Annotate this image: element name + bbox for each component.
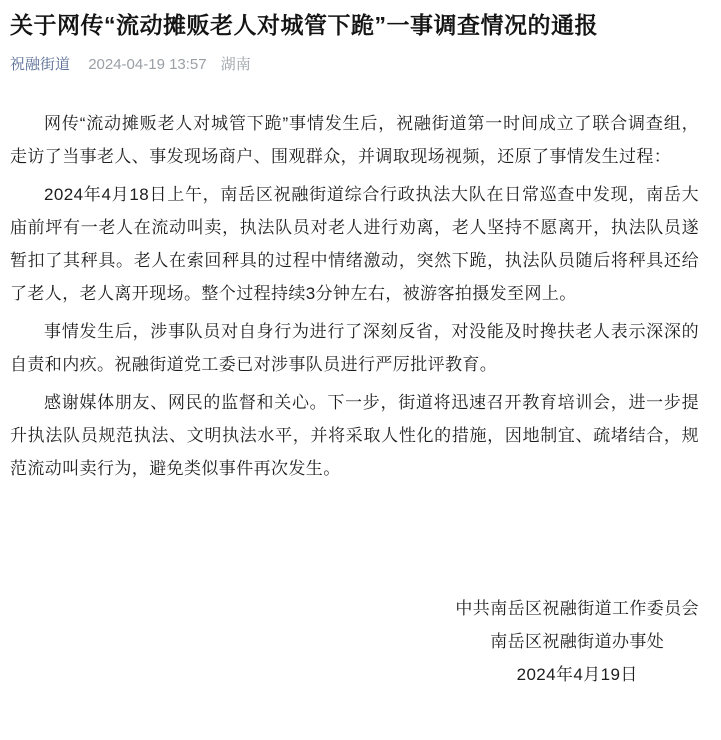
signature-date: 2024年4月19日 [516,665,638,684]
paragraph-intro: 网传“流动摊贩老人对城管下跪”事情发生后，祝融街道第一时间成立了联合调查组，走访了当事老人、事发现场商户、围观群众，并调取现场视频，还原了事情发生过程： [10,114,699,166]
publish-datetime: 2024-04-19 13:57 [88,56,207,73]
paragraph-incident-details: 2024年4月18日上午，南岳区祝融街道综合行政执法大队在日常巡查中发现，南岳大庙前坪有一老人在流动叫卖，执法队员对老人进行劝离，老人坚持不愿离开，执法队员遂暂扣了其秤具。老人在索回秤具的过程中情绪激动，突然下跪，执法队员随后将秤具还给了老人，老人离开现场。整个过程持续3分钟左右，被游客拍摄发至网上。 [10,185,699,303]
byline [10,54,699,75]
article-title: 关于网传“流动摊贩老人对城管下跪”一事调查情况的通报 [10,12,598,38]
publish-location: 湖南 [220,56,251,73]
article-body [10,107,699,485]
signature-org-office: 南岳区祝融街道办事处 [490,632,665,651]
paragraph-response: 事情发生后，涉事队员对自身行为进行了深刻反省，对没能及时搀扶老人表示深深的自责和内疚。祝融街道党工委已对涉事队员进行严厉批评教育。 [10,322,699,374]
paragraph-next-steps: 感谢媒体朋友、网民的监督和关心。下一步，街道将迅速召开教育培训会，进一步提升执法队员规范执法、文明执法水平，并将采取人性化的措施，因地制宜、疏堵结合，规范流动叫卖行为，避免类似事件再次发生。 [10,393,699,478]
signature-block [455,592,699,691]
source-account-link[interactable]: 祝融街道 [10,56,71,73]
signature-org-committee: 中共南岳区祝融街道工作委员会 [455,599,699,618]
